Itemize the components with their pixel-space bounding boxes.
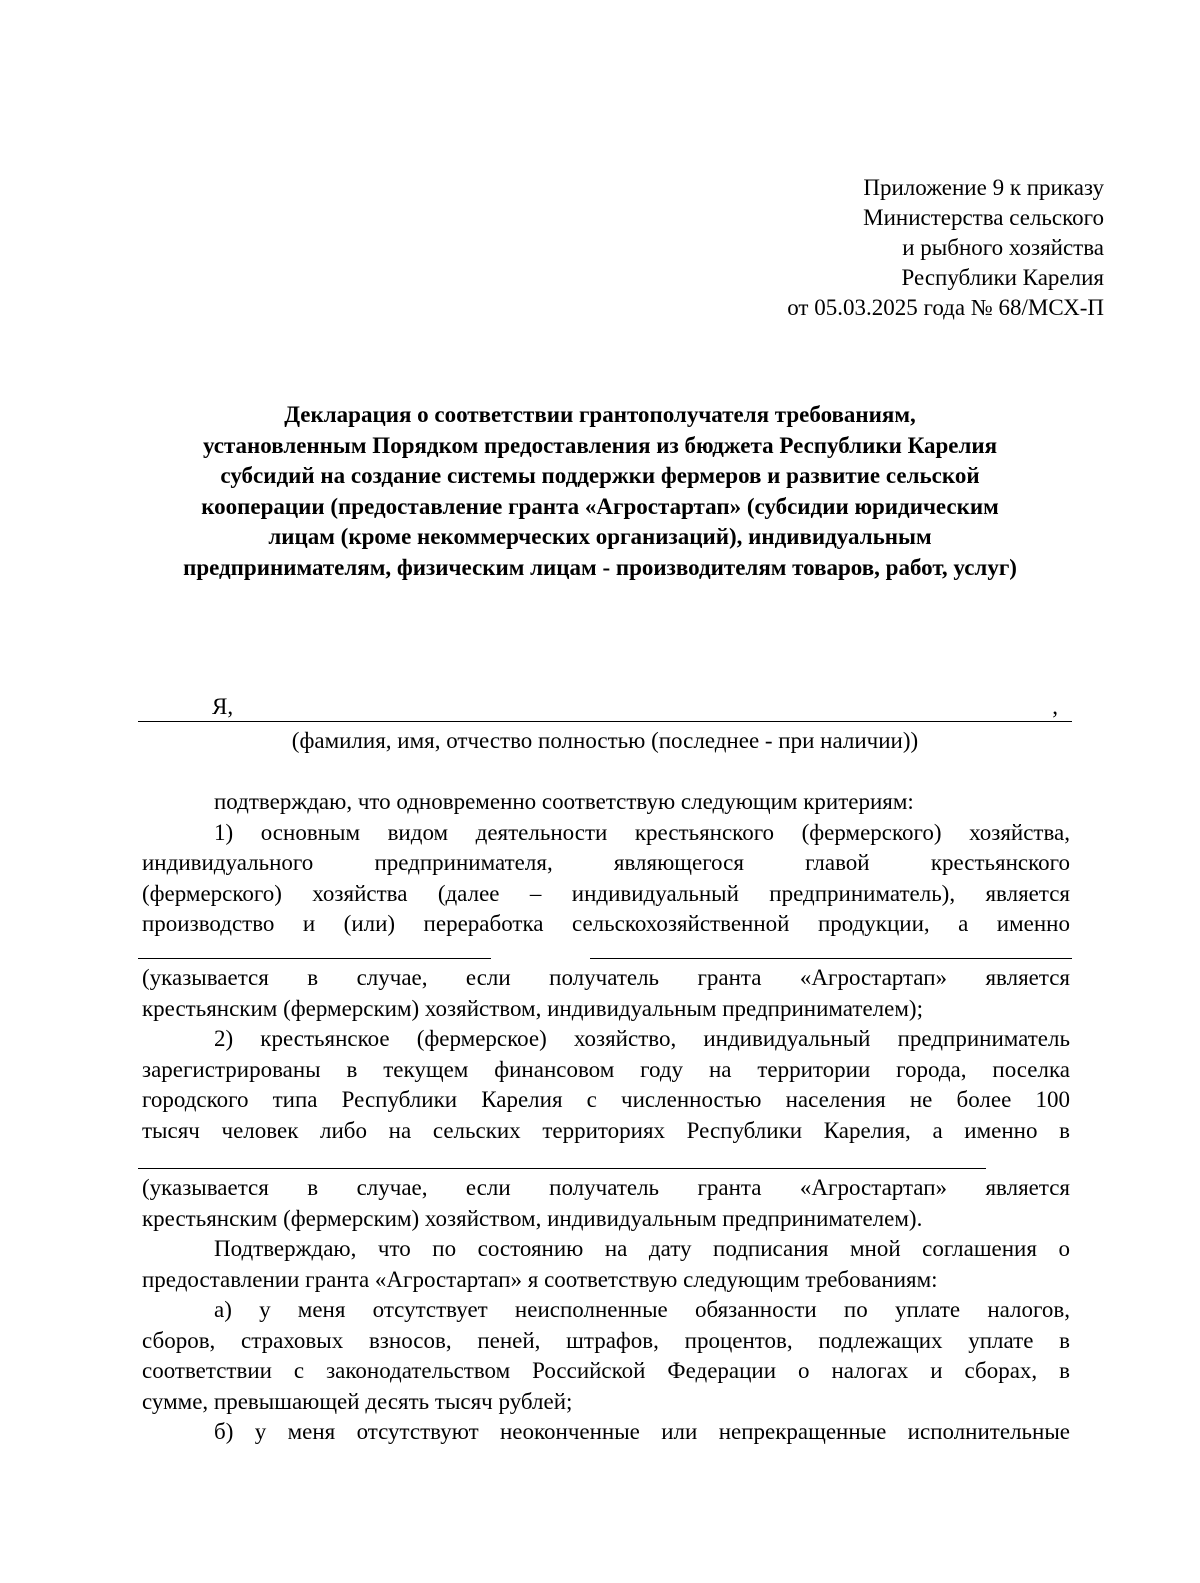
approval-line: от 05.03.2025 года № 68/МСХ-П — [787, 295, 1104, 320]
approval-line: Республики Карелия — [901, 265, 1104, 290]
title-line: лицам (кроме некоммерческих организаций), индивидуальным — [268, 524, 932, 549]
paragraph-line: производство и (или) переработка сельскохозяйственной продукции, а именно — [142, 911, 1070, 936]
criteria-block-1 — [142, 787, 1070, 940]
paragraph-line: сборов, страховых взносов, пеней, штрафов, процентов, подлежащих уплате в — [142, 1327, 1070, 1353]
approval-line: и рыбного хозяйства — [902, 235, 1104, 260]
approval-line: Приложение 9 к приказу — [863, 175, 1104, 200]
title-line: установленным Порядком предоставления из бюджета Республики Карелия — [202, 432, 998, 458]
title-line: предпринимателям, физическим лицам - производителям товаров, работ, услуг) — [183, 554, 1017, 580]
paragraph-line: 2) крестьянское (фермерское) хозяйство, индивидуальный предприниматель — [214, 1026, 1070, 1051]
criteria-block-2 — [142, 963, 1070, 1146]
paragraph-line: Подтверждаю, что по состоянию на дату подписания мной соглашения о — [214, 1236, 1070, 1261]
paragraph-line: (указывается в случае, если получатель гранта «Агростартап» является — [142, 1175, 1070, 1200]
declarant-prefix: Я, — [212, 694, 234, 719]
territory-blank-field[interactable] — [138, 1168, 986, 1169]
paragraph-line: крестьянским (фермерским) хозяйством, индивидуальным предпринимателем); — [142, 995, 923, 1021]
paragraph-line: сумме, превышающей десять тысяч рублей; — [142, 1388, 573, 1414]
document-title — [120, 400, 1080, 583]
paragraph-line: а) у меня отсутствует неисполненные обязанности по уплате налогов, — [214, 1297, 1070, 1322]
paragraph-line: б) у меня отсутствуют неоконченные или непрекращенные исполнительные — [214, 1419, 1070, 1444]
title-line: субсидий на создание системы поддержки фермеров и развитие сельской — [220, 463, 980, 488]
activity-blank-field-b[interactable] — [590, 958, 1072, 959]
paragraph-line: соответствии с законодательством Российской Федерации о налогах и сборах, в — [142, 1358, 1070, 1383]
activity-blank-lines — [138, 958, 1072, 962]
declarant-name-field[interactable] — [138, 693, 1072, 722]
activity-blank-field-a[interactable] — [138, 958, 491, 959]
paragraph-line: (указывается в случае, если получатель гранта «Агростартап» является — [142, 965, 1070, 990]
paragraph-line: (фермерского) хозяйства (далее – индивидуальный предприниматель), является — [142, 880, 1070, 906]
paragraph-line: крестьянским (фермерским) хозяйством, индивидуальным предпринимателем). — [142, 1205, 923, 1231]
paragraph-line: городского типа Республики Карелия с численностью населения не более 100 — [142, 1087, 1070, 1112]
paragraph-line: предоставлении гранта «Агростартап» я соответствую следующим требованиям: — [142, 1266, 938, 1292]
paragraph-line: 1) основным видом деятельности крестьянского (фермерского) хозяйства, — [214, 819, 1070, 845]
approval-line: Министерства сельского — [863, 205, 1104, 230]
declarant-caption: (фамилия, имя, отчество полностью (последнее - при наличии)) — [291, 728, 919, 753]
paragraph-line: зарегистрированы в текущем финансовом году на территории города, поселка — [142, 1056, 1070, 1082]
title-line: Декларация о соответствии грантополучателя требованиям, — [284, 402, 916, 427]
declarant-suffix: , — [1052, 694, 1058, 719]
title-line: кооперации (предоставление гранта «Агростартап» (субсидии юридическим — [201, 493, 999, 519]
paragraph-line: индивидуального предпринимателя, являющегося главой крестьянского — [142, 850, 1070, 875]
paragraph-line: тысяч человек либо на сельских территориях Республики Карелия, а именно в — [142, 1117, 1070, 1143]
paragraph-line: подтверждаю, что одновременно соответствую следующим критериям: — [214, 789, 914, 814]
requirements-block — [142, 1173, 1070, 1448]
approval-stamp — [787, 173, 1104, 323]
